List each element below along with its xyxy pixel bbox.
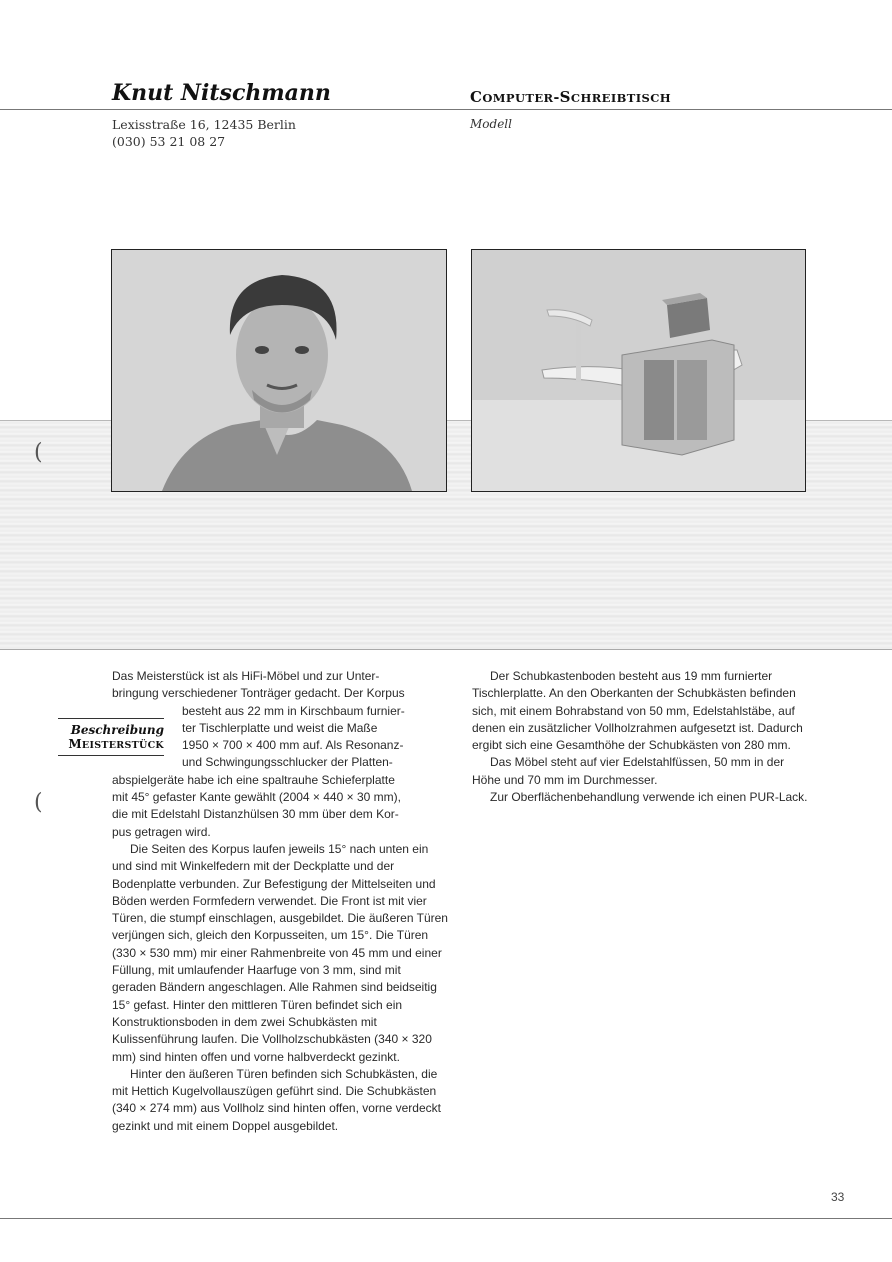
text-line: Das Meisterstück ist als HiFi-Möbel und zur Unter- xyxy=(112,669,380,683)
paragraph-intro xyxy=(112,668,448,841)
binder-ring-mark: ( xyxy=(34,440,43,465)
portrait-photo xyxy=(111,249,447,492)
designer-name: Knut Nitschmann xyxy=(112,80,331,106)
paragraph-construction: Die Seiten des Korpus laufen jeweils 15° nach unten ein und sind mit Winkelfedern mit der Deckplatte und der Bodenplatte verbunden. Zur Befestigung der Mittelseiten und Böden werden Formfedern verwendet. Die Front ist mit vier Türen, die stumpf einschlagen, ausgebildet. Die äußeren Türen verjüngen sich, gleich den Korpusseiten, um 15°. Die Türen (330 × 530 mm) mir einer Rahmenbreite von 45 mm und einer Füllung, mit umlaufender Haarfuge von 3 mm, sind mit geraden Bändern angeschlagen. Alle Rahmen sind beidseitig 15° gefast. Hinter den mittleren Türen befindet sich ein Konstruktionsboden in dem zwei Schubkästen mit Kulissenführung laufen. Die Vollholzschubkästen (340 × 320 mm) sind hinten offen und vorne halbverdeckt gezinkt. xyxy=(112,841,448,1064)
address-block xyxy=(112,116,296,150)
right-text-column xyxy=(472,668,812,806)
text-line: bringung verschiedener Tonträger gedacht. Der Korpus xyxy=(112,686,405,701)
model-photo xyxy=(471,249,806,492)
text-line: 1950 × 700 × 400 mm auf. Als Resonanz- xyxy=(182,738,404,753)
address-phone: (030) 53 21 08 27 xyxy=(112,134,226,149)
text-line: ter Tischlerplatte und weist die Maße xyxy=(182,720,378,735)
text-line: die mit Edelstahl Distanzhülsen 30 mm über dem Kor- xyxy=(112,807,399,822)
sidehead-sublabel: MEISTERSTÜCK xyxy=(68,737,164,751)
left-text-column xyxy=(112,668,448,1135)
project-title: COMPUTER-SCHREIBTISCH xyxy=(470,88,672,106)
paragraph-finish: Zur Oberflächenbehandlung verwende ich einen PUR-Lack. xyxy=(490,790,808,805)
page-number: 33 xyxy=(831,1190,845,1204)
text-line: und Schwingungsschlucker der Platten- xyxy=(182,755,393,770)
binder-ring-mark: ( xyxy=(34,790,43,815)
header-rule xyxy=(0,109,892,110)
project-subtitle: Modell xyxy=(470,117,512,131)
text-line: pus getragen wird. xyxy=(112,824,211,839)
sidehead-label: Beschreibung xyxy=(70,723,164,737)
footer-rule xyxy=(0,1218,892,1219)
text-line: mit 45° gefaster Kante gewählt (2004 × 440 × 30 mm), xyxy=(112,790,401,805)
model-image xyxy=(472,250,805,491)
paragraph-feet: Das Möbel steht auf vier Edelstahlfüssen, 50 mm in der Höhe und 70 mm im Durchmesser. xyxy=(472,755,785,787)
text-line: abspielgeräte habe ich eine spaltrauhe Schieferplatte xyxy=(112,772,395,787)
portrait-image xyxy=(112,250,446,491)
address-street: Lexisstraße 16, 12435 Berlin xyxy=(112,117,296,132)
paragraph-drawer-base: Der Schubkastenboden besteht aus 19 mm furnierter Tischlerplatte. An den Oberkanten der Schubkästen befinden sich, mit einem Bohrabstand von 50 mm, Edelstahlstäbe, auf denen ein zusätzlicher Vollholzrahmen aufgesetzt ist. Dadurch ergibt sich eine Gesamthöhe der Schubkästen von 280 mm. xyxy=(472,669,803,753)
paragraph-drawers: Hinter den äußeren Türen befinden sich Schubkästen, die mit Hettich Kugelvollauszügen geführt sind. Die Schubkästen (340 × 274 mm) aus Vollholz sind hinten offen, vorne verdeckt gezinkt und mit einem Doppel ausgebildet. xyxy=(112,1066,441,1133)
text-line: besteht aus 22 mm in Kirschbaum furnier- xyxy=(182,703,405,718)
